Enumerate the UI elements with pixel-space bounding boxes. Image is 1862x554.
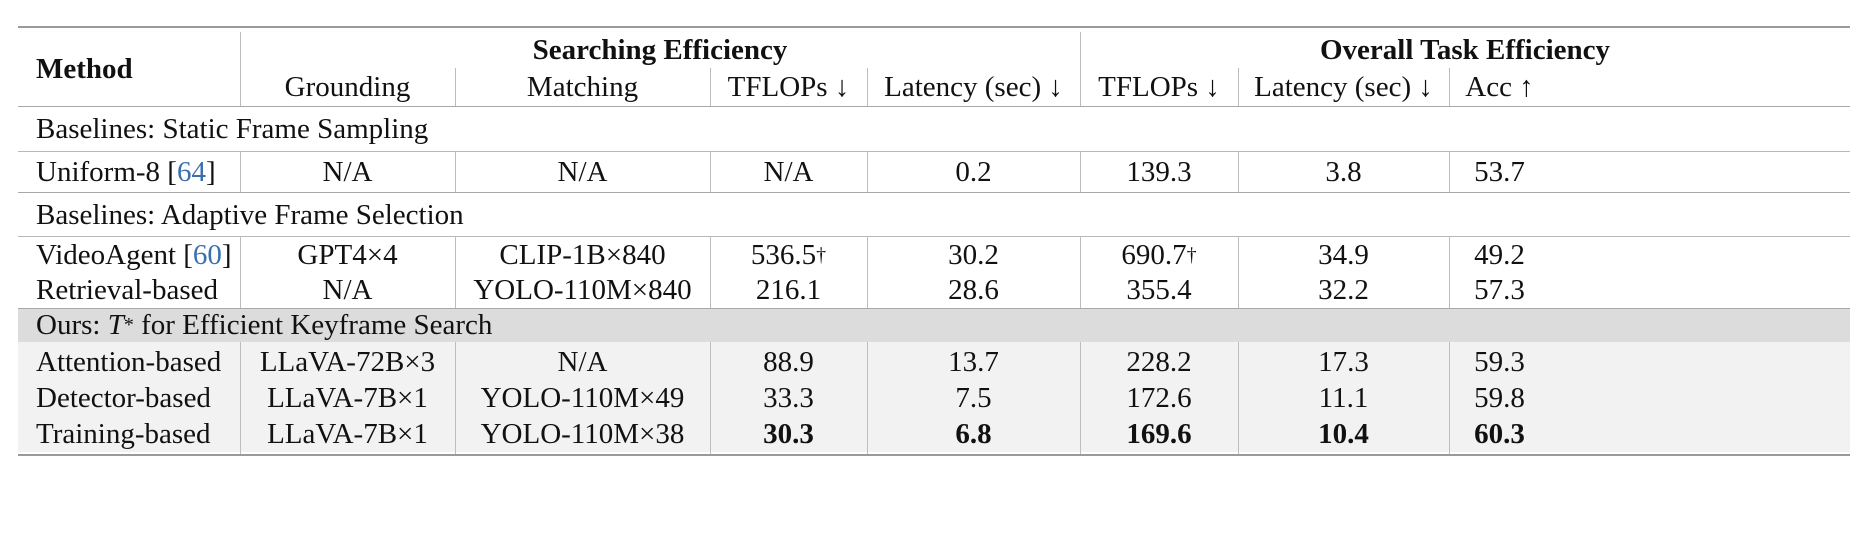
row-method: Training-based [36,417,211,450]
header-rule [18,106,1850,107]
cell-overall-tflops: 690.7 † [1121,238,1197,271]
cell-search-latency: 30.2 [948,238,999,271]
header-accuracy: Acc ↑ [1465,70,1534,103]
cell-search-tflops-best: 30.3 [763,417,814,450]
header-grounding: Grounding [284,70,411,103]
header-overall-latency: Latency (sec) ↓ [1254,70,1433,103]
header-method: Method [36,52,133,85]
t-star-symbol: T [107,308,124,341]
section-title-static: Baselines: Static Frame Sampling [36,112,429,145]
header-overall-efficiency: Overall Task Efficiency [1320,33,1610,66]
row-method: Detector-based [36,381,211,414]
row-method [18,152,240,192]
cell-overall-tflops: 228.2 [1126,345,1192,378]
section1-end-rule [18,192,1850,193]
cell-search-tflops: 216.1 [755,274,822,306]
top-rule [18,26,1850,28]
cell-grounding: LLaVA-7B×1 [267,381,428,414]
cell-overall-latency: 17.3 [1318,345,1369,378]
cell-search-latency-best: 6.8 [955,417,992,450]
cell-accuracy: 57.3 [1474,274,1525,306]
section-title-ours: Ours: T * for Efficient Keyframe Search [36,308,493,341]
cell-grounding: LLaVA-72B×3 [259,345,436,378]
cell-overall-tflops: 139.3 [1126,155,1192,188]
method-name: VideoAgent [ [36,238,193,271]
cell-accuracy: 49.2 [1474,238,1525,271]
cell-grounding: LLaVA-7B×1 [267,417,428,450]
cell-accuracy-best: 60.3 [1474,417,1525,450]
header-searching-efficiency: Searching Efficiency [532,33,788,66]
cell-search-tflops: 88.9 [763,345,814,378]
row-method: Retrieval-based [36,274,218,306]
cell-grounding: N/A [322,155,373,188]
value: 690.7 [1121,238,1187,271]
cell-matching: CLIP-1B×840 [499,238,666,271]
cell-search-latency: 7.5 [955,381,992,414]
value: 536.5 [750,238,817,271]
cell-matching: YOLO-110M×840 [473,274,692,306]
cell-matching: YOLO-110M×38 [480,417,685,450]
cell-overall-latency: 32.2 [1318,274,1369,306]
cell-search-latency: 13.7 [948,345,999,378]
cell-accuracy: 53.7 [1474,155,1525,188]
cell-matching: YOLO-110M×49 [480,381,685,414]
cell-search-tflops: 536.5 † [750,238,827,271]
cell-accuracy: 59.8 [1474,381,1525,414]
citation-link[interactable]: 60 [192,238,222,271]
citation-close: ] [221,238,232,271]
cell-overall-latency: 3.8 [1325,155,1362,188]
cell-overall-tflops: 172.6 [1126,381,1192,414]
cell-overall-latency: 11.1 [1318,381,1369,414]
citation-link[interactable]: 64 [176,155,206,188]
header-search-tflops: TFLOPs ↓ [727,70,850,103]
cell-grounding: GPT4×4 [297,238,398,271]
cell-overall-latency-best: 10.4 [1318,417,1369,450]
cell-grounding: N/A [322,274,373,306]
cell-overall-tflops-best: 169.6 [1126,417,1192,450]
cell-overall-latency: 34.9 [1318,238,1369,271]
cell-search-tflops: 33.3 [763,381,814,414]
header-search-latency: Latency (sec) ↓ [884,70,1063,103]
cell-matching: N/A [557,345,608,378]
cell-search-tflops: N/A [763,155,814,188]
method-name: Uniform-8 [ [36,155,177,188]
cell-overall-tflops: 355.4 [1126,274,1192,306]
row-method: Attention-based [36,345,222,378]
row-method [18,237,240,273]
section-title-prefix: Ours: [36,308,108,341]
section-title-adaptive: Baselines: Adaptive Frame Selection [36,198,464,231]
bottom-rule [18,454,1850,456]
cell-matching: N/A [557,155,608,188]
header-overall-tflops: TFLOPs ↓ [1098,70,1220,103]
cell-search-latency: 0.2 [955,155,992,188]
cell-accuracy: 59.3 [1474,345,1525,378]
section-title-suffix: for Efficient Keyframe Search [133,308,493,341]
header-matching: Matching [526,70,639,103]
cell-search-latency: 28.6 [948,274,999,306]
citation-close: ] [205,155,216,188]
